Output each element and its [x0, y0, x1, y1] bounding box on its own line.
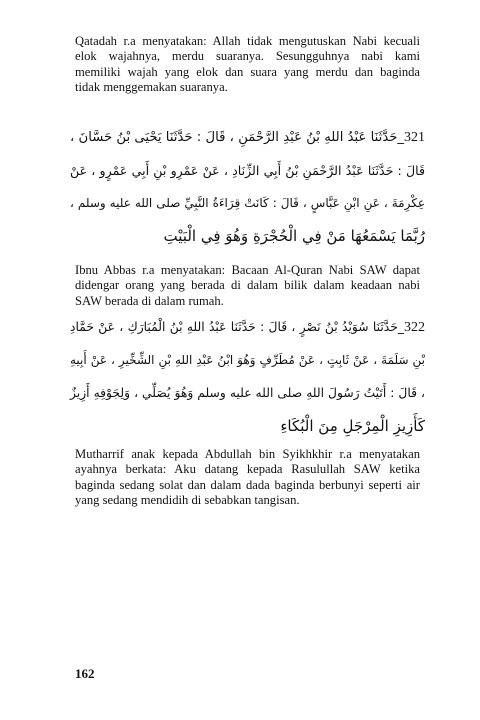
text-line: didengar orang yang berada di dalam bilik dalam keadaan nabi: [75, 278, 420, 293]
text-line: Qatadah r.a menyatakan: Allah tidak mengutuskan Nabi kecuali: [75, 34, 420, 48]
hadith-number: 321: [404, 130, 425, 145]
text-line: SAW berada di dalam rumah.: [75, 293, 224, 308]
text-line: memiliki wajah yang elok dan suara yang merdu dan baginda: [75, 64, 420, 79]
arabic-line: رُبَّمَا يَسْمَعُهَا مَنْ فِي الْحُجْرَةِ وَهُوَ فِي الْبَيْتِ: [163, 227, 425, 245]
text-line: tidak menggemakan suaranya.: [75, 80, 228, 95]
arabic-line: ، قَالَ : أَتَيْتُ رَسُولَ اللهِ صلى الله عليه وسلم وَهُوَ يُصَلِّي ، وَلِجَوْفِهِ أَزِيزٌ: [70, 386, 425, 400]
arabic-hadith-322: [70, 311, 425, 443]
arabic-hadith-321: [70, 121, 425, 253]
arabic-line-text: حَدَّثَنَا سُوَيْدُ بْنُ نَصْرٍ ، قَالَ : حَدَّثَنَا عَبْدُ اللهِ بْنُ الْمُبَارَكِ ، عَنْ حَمَّادِ: [70, 320, 398, 334]
arabic-line: بْنِ سَلَمَةَ ، عَنْ ثَابِتٍ ، عَنْ مُطَرِّفٍ وَهُوَ ابْنُ عَبْدِ اللهِ بْنِ الشِّخِّيرِ ، عَنْ أَبِيهِ: [70, 353, 425, 367]
text-line: Ibnu Abbas r.a menyatakan: Bacaan Al-Quran Nabi SAW dapat: [75, 263, 420, 277]
page-number: 162: [75, 666, 95, 681]
arabic-line: قَالَ : حَدَّثَنَا عَبْدُ الرَّحْمَنِ بْنُ أَبِي الزِّنَادِ ، عَنْ عَمْرِو بْنِ أَبِي عَمْرٍو ، عَنْ: [70, 163, 425, 178]
arabic-line: عِكْرِمَةَ ، عَنِ ابْنِ عَبَّاسٍ ، قَالَ : كَانَتْ قِرَاءَةُ النَّبِيِّ صلى الله عليه وسلم ،: [70, 196, 425, 210]
arabic-line: كَأَزِيزِ الْمِرْجَلِ مِنَ الْبُكَاءِ: [280, 417, 425, 435]
malay-translation-paragraph-2: [75, 263, 420, 309]
malay-translation-paragraph-1: [75, 34, 420, 96]
text-line: elok wajahnya, merdu suaranya. Sesungguhnya nabi kami: [75, 49, 420, 64]
arabic-line: 322_حَدَّثَنَا سُوَيْدُ بْنُ نَصْرٍ ، قَالَ : حَدَّثَنَا عَبْدُ اللهِ بْنُ الْمُبَارَكِ ، عَنْ حَمَّادِ: [70, 320, 425, 335]
text-line: Mutharrif anak kepada Abdullah bin Syikhkhir r.a menyatakan: [75, 447, 420, 461]
arabic-line: 321_حَدَّثَنَا عَبْدُ اللهِ بْنُ عَبْدِ الرَّحْمَنِ ، قَالَ : حَدَّثَنَا يَحْيَى بْنُ حَسَّانَ ،: [70, 130, 425, 145]
malay-translation-paragraph-3: [75, 447, 420, 509]
hadith-number: 322: [404, 320, 425, 335]
arabic-line-text: حَدَّثَنَا عَبْدُ اللهِ بْنُ عَبْدِ الرَّحْمَنِ ، قَالَ : حَدَّثَنَا يَحْيَى بْنُ حَسَّانَ ،: [70, 130, 398, 145]
text-line: ayahnya berkata: Aku datang kepada Rasulullah SAW ketika: [75, 462, 420, 477]
text-line: baginda sedang solat dan dalam dada baginda berbunyi seperti air: [75, 477, 420, 492]
text-line: yang sedang mendidih di sebabkan tangisan.: [75, 493, 300, 508]
